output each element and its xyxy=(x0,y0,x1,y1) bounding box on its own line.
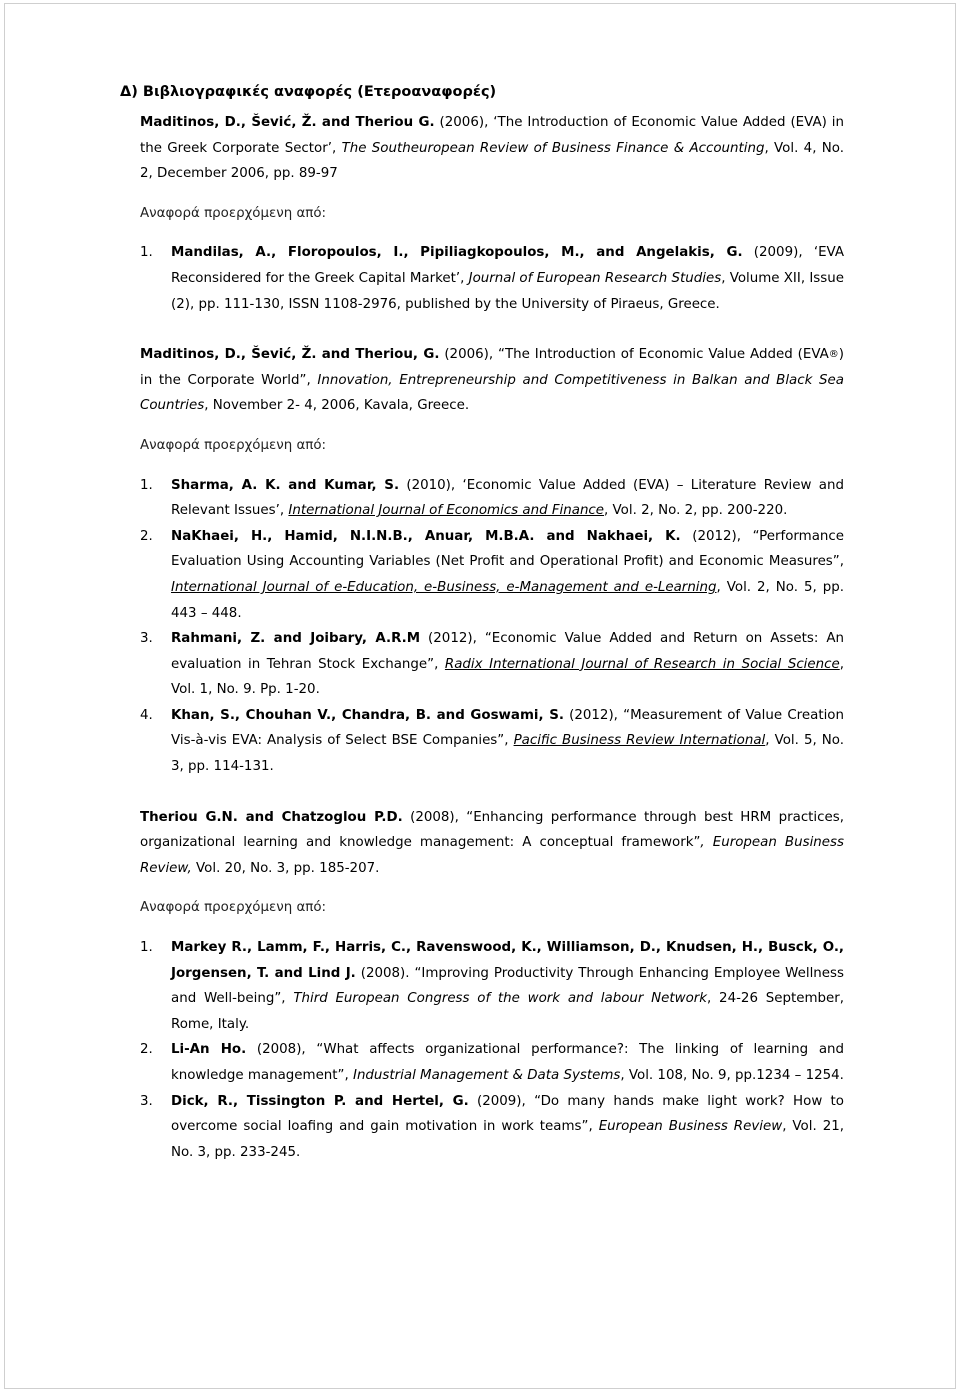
citation-title: “What affects organizational performance?: The linking of learning and knowledge management” xyxy=(171,1042,845,1083)
citation-year: (2008), xyxy=(246,1042,317,1058)
reference-title-part-a: “The Introduction of Economic Value Added (EVA xyxy=(498,347,829,363)
citation-authors: Mandilas, A., Floropoulos, I., Pipiliagkopoulos, M., and Angelakis, G. xyxy=(171,245,743,261)
reference-2 xyxy=(140,342,844,419)
citation-title: “Economic Value Added and Return on Assets: An evaluation in Tehran Stock Exchange” xyxy=(171,631,844,672)
reference-journal: , European Business Review, xyxy=(140,835,844,876)
citation-title: “Do many hands make light work? How to overcome social loafing and gain motivation in work teams” xyxy=(171,1093,844,1135)
reference-details: Vol. 20, No. 3, pp. 185-207. xyxy=(191,860,380,876)
citation-authors: NaKhaei, H., Hamid, N.I.N.B., Anuar, M.B.A. and Nakhaei, K. xyxy=(171,528,681,544)
citation-number: 2. xyxy=(140,528,153,544)
citation-number: 1. xyxy=(140,245,153,261)
reference-year: (2008), xyxy=(402,809,467,825)
citation-year: (2009), xyxy=(742,245,814,261)
citation-details: , Vol. 21, No. 3, pp. 233-245. xyxy=(171,1119,845,1160)
citation-details: , 24-26 September, Rome, Italy. xyxy=(171,991,844,1032)
citation-details: , Vol. 2, No. 2, pp. 200-220. xyxy=(604,503,788,519)
citation-title: “Improving Productivity Through Enhancing Employee Wellness and Well-being” xyxy=(171,965,844,1007)
reference-title: “Enhancing performance through best HRM practices, organizational learning and knowledge management: A conceptual framework” xyxy=(140,809,844,851)
reference-journal: The Southeuropean Review of Business Finance & Accounting xyxy=(341,140,765,156)
citation-2-1 xyxy=(140,473,844,524)
citation-journal: International Journal of Economics and Finance xyxy=(288,503,605,519)
reference-authors: Theriou G.N. and Chatzoglou P.D. xyxy=(140,809,403,825)
citation-journal: Radix International Journal of Research in Social Science xyxy=(444,656,840,672)
citation-2-3 xyxy=(140,626,844,703)
citation-journal: Journal of European Research Studies xyxy=(468,270,722,286)
section-heading: Δ) Βιβλιογραφικές αναφορές (Ετεροαναφορές) xyxy=(120,84,497,100)
reference-year: (2006), xyxy=(434,115,494,130)
reference-3 xyxy=(140,805,844,882)
reference-year: (2006), xyxy=(439,347,499,363)
citation-title: “Performance Evaluation Using Accounting Variables (Net Profit and Operational Profit) and Economic Measures” xyxy=(171,528,844,570)
citation-title: “Measurement of Value Creation Vis-à-vis EVA: Analysis of Select BSE Companies” xyxy=(171,707,844,749)
reference-title-part-b: ) in the Corporate World” xyxy=(140,347,845,388)
reference-authors: Maditinos, D., Šević, Ž. and Theriou, G. xyxy=(140,347,440,363)
cited-by-label: Αναφορά προερχόμενη από: xyxy=(140,437,327,453)
citation-year: (2012), xyxy=(680,528,753,544)
citation-2-2 xyxy=(140,524,844,626)
citation-number: 2. xyxy=(140,1042,153,1058)
separator: , xyxy=(839,554,844,570)
citation-year: (2012), xyxy=(563,707,624,723)
citation-number: 4. xyxy=(140,707,153,723)
citation-2-4 xyxy=(140,703,844,780)
citation-authors: Khan, S., Chouhan V., Chandra, B. and Goswami, S. xyxy=(171,707,564,723)
citation-journal: European Business Review xyxy=(598,1119,783,1135)
citation-year: (2010), xyxy=(399,477,463,493)
separator: , xyxy=(279,503,289,519)
citation-year: (2008). xyxy=(355,965,415,981)
citation-authors: Li-An Ho. xyxy=(171,1042,247,1058)
separator: , xyxy=(460,270,469,286)
reference-details: , Vol. 4, No. 2, December 2006, pp. 89-97 xyxy=(140,140,844,182)
citation-journal: Third European Congress of the work and labour Network xyxy=(293,991,708,1007)
separator: , xyxy=(281,991,294,1007)
citation-year: (2012), xyxy=(420,631,485,647)
citation-journal: International Journal of e-Education, e-Business, e-Management and e-Learning xyxy=(171,579,717,595)
separator: , xyxy=(434,656,445,672)
reference-list xyxy=(140,80,844,1165)
separator: , xyxy=(344,1068,353,1083)
cited-by-label: Αναφορά προερχόμενη από: xyxy=(140,205,327,221)
citation-details: , Vol. 1, No. 9. Pp. 1-20. xyxy=(171,656,844,698)
citation-journal: Pacific Business Review International xyxy=(513,733,766,749)
reference-journal: Innovation, Entrepreneurship and Competitiveness in Balkan and Black Sea Countries xyxy=(140,372,844,414)
reference-authors: Maditinos, D., Šević, Ž. and Theriou G. xyxy=(140,115,435,130)
citation-year: (2009), xyxy=(468,1093,535,1109)
citation-details: , Vol. 108, No. 9, pp.1234 – 1254. xyxy=(620,1068,844,1083)
registered-mark: ® xyxy=(828,349,839,361)
citation-details: , Vol. 2, No. 5, pp. 443 – 448. xyxy=(171,579,844,621)
citation-3-2 xyxy=(140,1037,844,1088)
citation-authors: Sharma, A. K. and Kumar, S. xyxy=(171,477,400,493)
citation-details: , Vol. 5, No. 3, pp. 114-131. xyxy=(171,733,845,775)
citation-title: ‘Economic Value Added (EVA) – Literature Review and Relevant Issues’ xyxy=(171,477,844,519)
citation-number: 1. xyxy=(140,477,153,493)
separator: , xyxy=(332,140,342,156)
reference-1 xyxy=(140,110,844,187)
citation-3-1 xyxy=(140,935,844,1037)
cited-by-label: Αναφορά προερχόμενη από: xyxy=(140,900,327,916)
citation-details: , Volume XII, Issue (2), pp. 111-130, ISSN 1108-2976, published by the University of Piraeus, Greece. xyxy=(171,270,844,312)
separator: , xyxy=(306,372,318,388)
separator: , xyxy=(588,1119,599,1135)
citation-authors: Dick, R., Tissington P. and Hertel, G. xyxy=(171,1093,469,1109)
reference-title: ‘The Introduction of Economic Value Added (EVA) in the Greek Corporate Sector’ xyxy=(140,115,844,156)
citation-authors: Markey R., Lamm, F., Harris, C., Ravenswood, K., Williamson, D., Knudsen, H., Busck, O., Jorgensen, T. and Lind J. xyxy=(171,940,844,981)
citation-1-1 xyxy=(140,240,844,317)
citation-3-3 xyxy=(140,1089,844,1166)
reference-details: , November 2- 4, 2006, Kavala, Greece. xyxy=(204,398,470,414)
separator: , xyxy=(504,733,514,749)
citation-number: 3. xyxy=(140,631,153,647)
citation-number: 3. xyxy=(140,1093,153,1109)
citation-authors: Rahmani, Z. and Joibary, A.R.M xyxy=(171,631,421,647)
citation-title: ‘EVA Reconsidered for the Greek Capital Market’ xyxy=(171,245,844,286)
citation-journal: Industrial Management & Data Systems xyxy=(353,1068,621,1083)
citation-number: 1. xyxy=(140,940,153,956)
